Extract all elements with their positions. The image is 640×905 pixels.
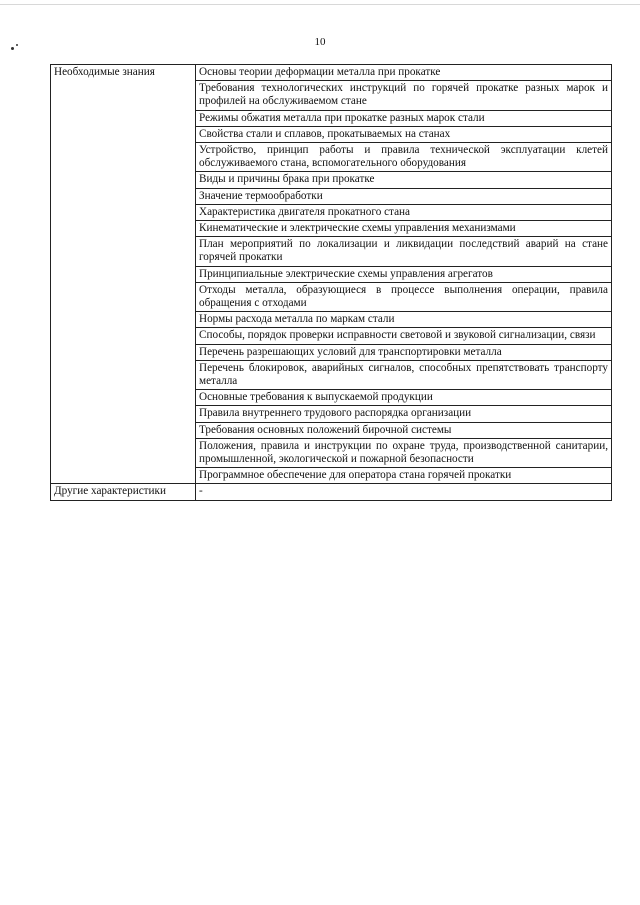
table-row (51, 484, 612, 500)
table-row (51, 65, 612, 81)
knowledge-item: Устройство, принцип работы и правила технической эксплуатации клетей обслуживаемого стана, вспомогательного оборудования (196, 143, 612, 172)
knowledge-item: План мероприятий по локализации и ликвидации последствий аварий на стане горячей прокатки (196, 237, 612, 266)
knowledge-item: Значение термообработки (196, 188, 612, 204)
knowledge-item: Правила внутреннего трудового распорядка организации (196, 406, 612, 422)
knowledge-item: Характеристика двигателя прокатного стана (196, 204, 612, 220)
knowledge-item: Отходы металла, образующиеся в процессе выполнения операции, правила обращения с отходами (196, 282, 612, 311)
knowledge-item: Нормы расхода металла по маркам стали (196, 312, 612, 328)
section-label-required-knowledge: Необходимые знания (51, 65, 196, 484)
knowledge-item: Режимы обжатия металла при прокатке разных марок стали (196, 110, 612, 126)
knowledge-item: Положения, правила и инструкции по охране труда, производственной санитарии, промышленной, экологической и пожарной безопасности (196, 438, 612, 467)
knowledge-item: Требования технологических инструкций по горячей прокатке разных марок и профилей на обслуживаемом стане (196, 81, 612, 110)
knowledge-item: Свойства стали и сплавов, прокатываемых на станах (196, 126, 612, 142)
knowledge-item: Программное обеспечение для оператора стана горячей прокатки (196, 468, 612, 484)
knowledge-item: Перечень разрешающих условий для транспортировки металла (196, 344, 612, 360)
scan-edge (0, 0, 640, 5)
knowledge-item: Принципиальные электрические схемы управления агрегатов (196, 266, 612, 282)
knowledge-item: Способы, порядок проверки исправности световой и звуковой сигнализации, связи (196, 328, 612, 344)
knowledge-table (50, 64, 612, 501)
other-characteristics-value: - (196, 484, 612, 500)
knowledge-item: Перечень блокировок, аварийных сигналов, способных препятствовать транспорту металла (196, 360, 612, 389)
knowledge-item: Кинематические и электрические схемы управления механизмами (196, 221, 612, 237)
knowledge-item: Виды и причины брака при прокатке (196, 172, 612, 188)
knowledge-item: Основные требования к выпускаемой продукции (196, 390, 612, 406)
knowledge-item: Требования основных положений бирочной системы (196, 422, 612, 438)
section-label-other-characteristics: Другие характеристики (51, 484, 196, 500)
page-number: 10 (314, 36, 326, 48)
knowledge-item: Основы теории деформации металла при прокатке (196, 65, 612, 81)
